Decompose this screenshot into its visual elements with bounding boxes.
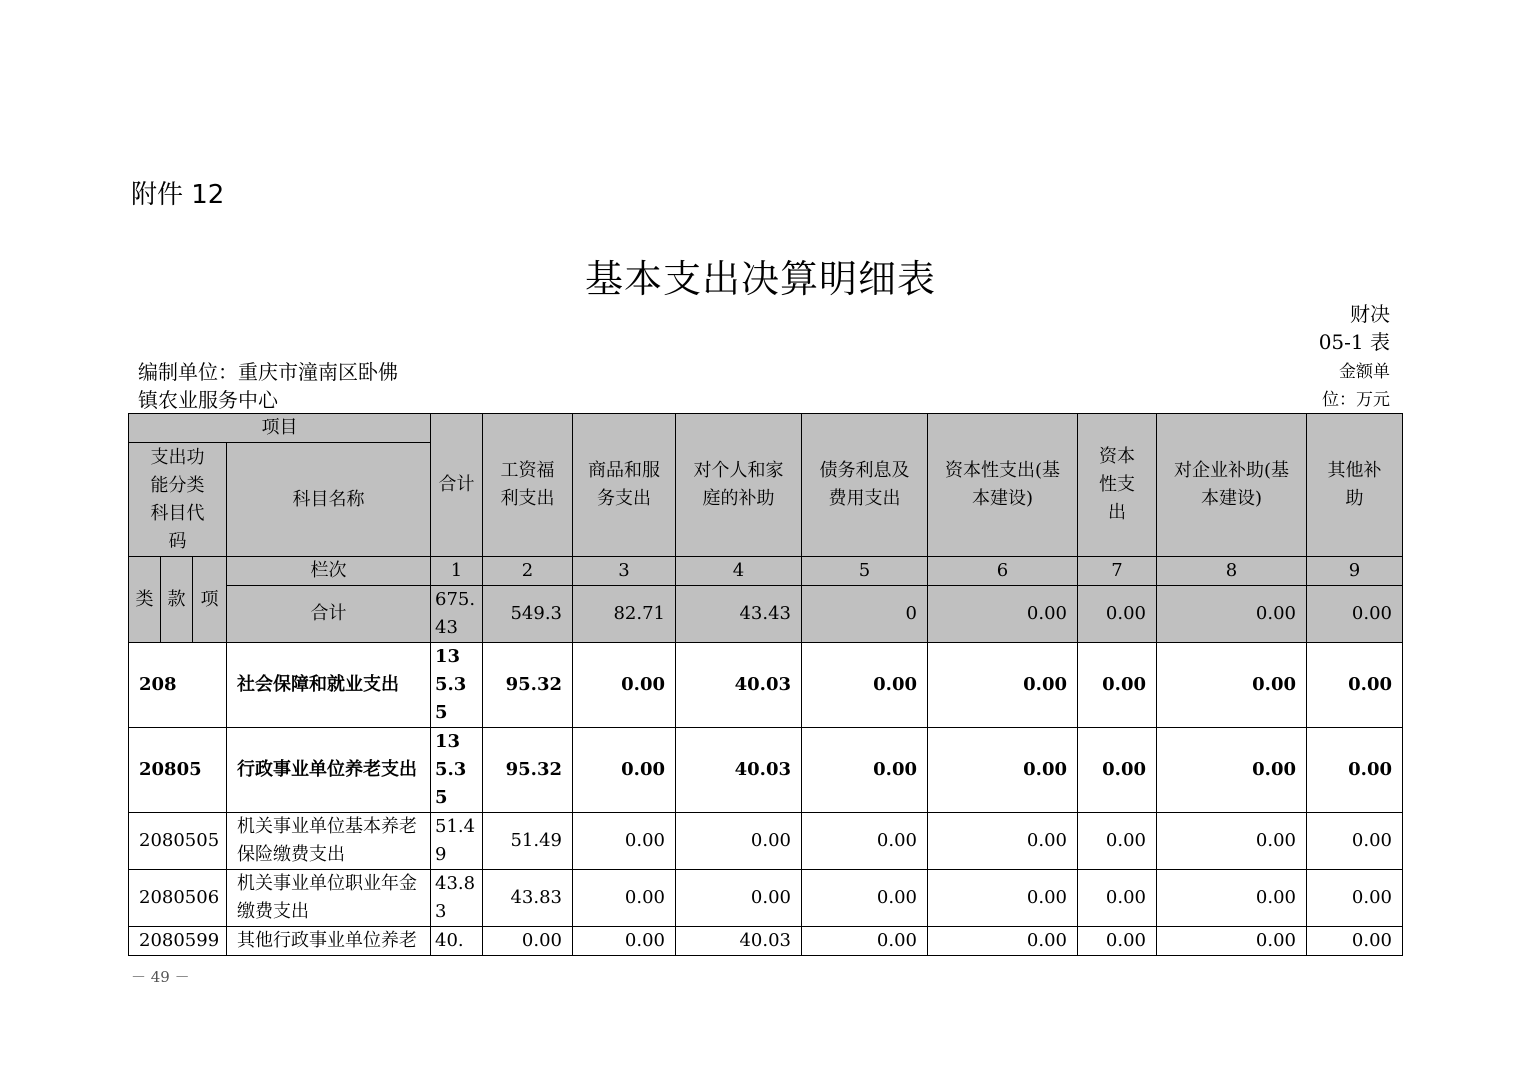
row-c7: 0.00 — [1078, 927, 1157, 956]
header-xiang: 项 — [193, 557, 227, 643]
row-c8: 0.00 — [1157, 643, 1307, 728]
column-number-row — [129, 557, 1403, 586]
row-total: 135.35 — [431, 728, 483, 813]
row-c6: 0.00 — [928, 728, 1078, 813]
total-row — [129, 586, 1403, 643]
total-c6: 0.00 — [928, 586, 1078, 643]
row-c6: 0.00 — [928, 927, 1078, 956]
row-c8: 0.00 — [1157, 870, 1307, 927]
row-c9: 0.00 — [1307, 813, 1403, 870]
row-c2: 0.00 — [483, 927, 573, 956]
row-code: 2080599 — [129, 927, 227, 956]
row-name: 其他行政事业单位养老 — [227, 927, 431, 956]
money-unit — [1310, 358, 1390, 414]
row-total: 40. — [431, 927, 483, 956]
table-row — [129, 813, 1403, 870]
row-c9: 0.00 — [1307, 643, 1403, 728]
header-item: 项目 — [129, 414, 431, 443]
row-c3: 0.00 — [573, 927, 676, 956]
row-total: 135.35 — [431, 643, 483, 728]
table-row — [129, 870, 1403, 927]
row-name: 行政事业单位养老支出 — [227, 728, 431, 813]
row-total: 51.49 — [431, 813, 483, 870]
total-c8: 0.00 — [1157, 586, 1307, 643]
form-number — [1319, 300, 1390, 356]
compiling-unit-line-2: 镇农业服务中心 — [138, 388, 278, 412]
total-c2: 549.3 — [483, 586, 573, 643]
col-num-9: 9 — [1307, 557, 1403, 586]
attachment-label: 附件 12 — [131, 180, 225, 210]
row-c8: 0.00 — [1157, 813, 1307, 870]
row-c9: 0.00 — [1307, 728, 1403, 813]
header-total: 合计 — [431, 414, 483, 557]
header-c5: 债务利息及费用支出 — [802, 414, 928, 557]
row-c5: 0.00 — [802, 927, 928, 956]
total-label: 合计 — [227, 586, 431, 643]
row-c7: 0.00 — [1078, 728, 1157, 813]
form-number-line-1: 财决 — [1350, 302, 1390, 326]
row-code: 208 — [129, 643, 227, 728]
form-number-line-2: 05-1 表 — [1318, 330, 1390, 354]
row-c7: 0.00 — [1078, 813, 1157, 870]
total-total: 675.43 — [431, 586, 483, 643]
row-c8: 0.00 — [1157, 927, 1307, 956]
row-c2: 43.83 — [483, 870, 573, 927]
col-num-2: 2 — [483, 557, 573, 586]
compiling-unit-line-1: 编制单位：重庆市潼南区卧佛 — [138, 360, 398, 384]
money-unit-line-1: 金额单 — [1339, 362, 1390, 382]
row-c4: 40.03 — [676, 643, 802, 728]
header-c8: 对企业补助(基本建设) — [1157, 414, 1307, 557]
row-c6: 0.00 — [928, 870, 1078, 927]
row-c8: 0.00 — [1157, 728, 1307, 813]
row-c2: 51.49 — [483, 813, 573, 870]
page-title: 基本支出决算明细表 — [584, 257, 936, 301]
row-c2: 95.32 — [483, 643, 573, 728]
row-name: 社会保障和就业支出 — [227, 643, 431, 728]
row-c9: 0.00 — [1307, 870, 1403, 927]
table-row — [129, 643, 1403, 728]
total-c7: 0.00 — [1078, 586, 1157, 643]
expenditure-table — [128, 413, 1403, 956]
header-kuan: 款 — [161, 557, 193, 643]
row-c5: 0.00 — [802, 813, 928, 870]
money-unit-line-2: 位：万元 — [1322, 390, 1390, 410]
total-c9: 0.00 — [1307, 586, 1403, 643]
header-lei: 类 — [129, 557, 161, 643]
page-number: － 49 － — [131, 968, 190, 986]
header-c2: 工资福利支出 — [483, 414, 573, 557]
col-num-4: 4 — [676, 557, 802, 586]
col-num-6: 6 — [928, 557, 1078, 586]
row-c4: 40.03 — [676, 927, 802, 956]
row-c3: 0.00 — [573, 870, 676, 927]
row-c5: 0.00 — [802, 728, 928, 813]
col-num-7: 7 — [1078, 557, 1157, 586]
row-c7: 0.00 — [1078, 643, 1157, 728]
header-c4: 对个人和家庭的补助 — [676, 414, 802, 557]
col-num-5: 5 — [802, 557, 928, 586]
header-lanci: 栏次 — [227, 557, 431, 586]
header-row-1 — [129, 414, 1403, 443]
total-c3: 82.71 — [573, 586, 676, 643]
header-c3: 商品和服务支出 — [573, 414, 676, 557]
total-c4: 43.43 — [676, 586, 802, 643]
header-c7: 资本性支出 — [1078, 414, 1157, 557]
compiling-unit — [138, 358, 438, 414]
row-c3: 0.00 — [573, 643, 676, 728]
header-c6: 资本性支出(基本建设) — [928, 414, 1078, 557]
row-name: 机关事业单位基本养老保险缴费支出 — [227, 813, 431, 870]
header-name: 科目名称 — [227, 443, 431, 557]
row-c3: 0.00 — [573, 728, 676, 813]
row-c6: 0.00 — [928, 813, 1078, 870]
row-code: 20805 — [129, 728, 227, 813]
col-num-1: 1 — [431, 557, 483, 586]
col-num-8: 8 — [1157, 557, 1307, 586]
col-num-3: 3 — [573, 557, 676, 586]
row-total: 43.83 — [431, 870, 483, 927]
row-c4: 0.00 — [676, 813, 802, 870]
row-c5: 0.00 — [802, 870, 928, 927]
total-c5: 0 — [802, 586, 928, 643]
row-c6: 0.00 — [928, 643, 1078, 728]
table-row — [129, 927, 1403, 956]
row-code: 2080506 — [129, 870, 227, 927]
row-c3: 0.00 — [573, 813, 676, 870]
row-name: 机关事业单位职业年金缴费支出 — [227, 870, 431, 927]
row-c4: 40.03 — [676, 728, 802, 813]
row-c7: 0.00 — [1078, 870, 1157, 927]
row-c4: 0.00 — [676, 870, 802, 927]
row-c2: 95.32 — [483, 728, 573, 813]
header-code: 支出功能分类科目代码 — [129, 443, 227, 557]
row-code: 2080505 — [129, 813, 227, 870]
row-c9: 0.00 — [1307, 927, 1403, 956]
header-c9: 其他补助 — [1307, 414, 1403, 557]
row-c5: 0.00 — [802, 643, 928, 728]
table-row — [129, 728, 1403, 813]
